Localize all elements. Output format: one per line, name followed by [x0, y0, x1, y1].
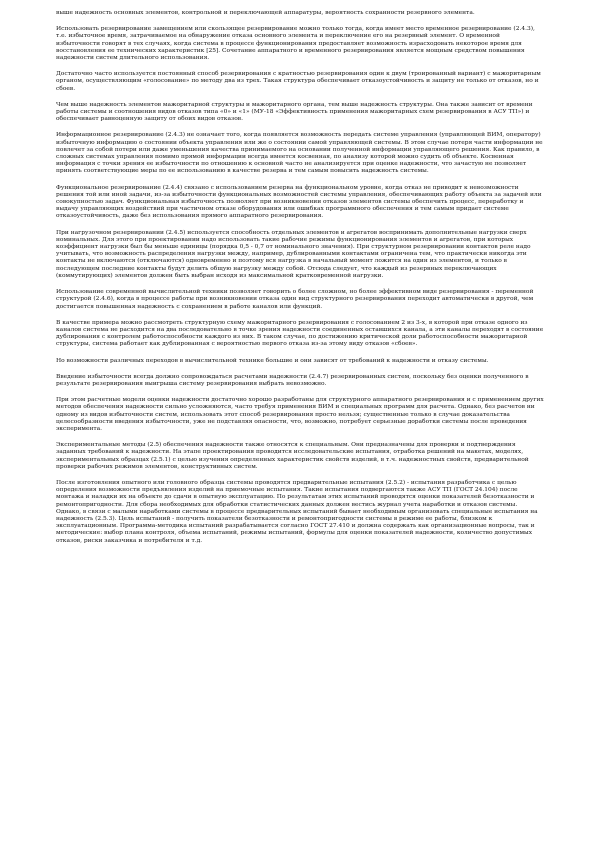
paragraph-14 — [56, 480, 544, 545]
paragraph-6 — [56, 185, 544, 221]
paragraph-4 — [56, 102, 544, 124]
paragraph-5 — [56, 132, 544, 175]
paragraph-13 — [56, 442, 544, 471]
paragraph-text: выше надежность основных элементов, контрольной и переключающей аппаратуры, вероятность сохранности резервного элемента. — [56, 10, 475, 16]
paragraph-12 — [56, 397, 544, 433]
paragraph-2 — [56, 26, 544, 62]
paragraph-3 — [56, 71, 544, 93]
paragraph-10 — [56, 358, 544, 365]
paragraph-text: Информационное резервирование (2.4.3) не означает того, когда появляется возможность передать системе управления (управляющей ВИМ, оператору) избыточную информацию о состоянии объекта управления или же о состоянии самой управляющей системы. В этом случае потеря части информации не повлечет за собой потери или даже уменьшения качества принимаемого на основании полученной информации управляющего решения. Как правило, в сложных системах управления помимо прямой информации всегда имеется косвенная, по анализу которой можно судить об объекте. Косвенная информация с точки зрения ее избыточности по отношению к основной часто не анализируется при оценке надежности, что зачастую не позволяет принять соответствующие меры по ее использованию в качестве резерва и тем самым повысить надежность системы. — [56, 132, 543, 175]
paragraph-text: При нагрузочном резервировании (2.4.5) используется способность отдельных элементов и агрегатов воспринимать дополнительные нагрузки сверх номинальных. Для этого при проектировании надо использовать такие рабочие режимы функционирования элементов и агрегатов, при которых коэффициент нагрузки был бы меньше единицы (порядка 0,5 - 0,7 от номинального значения). При структурном резервировании контактов реле надо учитывать, что возможность распределения нагрузки между, например, дублированными контактами ограничена тем, что практически никогда эти контакты не включаются (отключаются) одновременно и поэтому вся нагрузка в начальный момент ложится на один из элементов, и только в последующем последние контакты будут делить общую нагрузку между собой. Отсюда следует, что каждый из резервных переключающих (коммутирующих) элементов должен быть выбран исходя из максимальной кратковременной нагрузки. — [56, 229, 531, 279]
paragraph-text: В качестве примера можно рассмотреть структурную схему мажоритарного резервирования с голосованием 2 из 3-х, в которой при отказе одного из каналов система не расходится на два последовательно в точке зрения надежности соединенных оставшихся канала, а эти каналы переходят в состояние дублирования с контролем работоспособности каждого из них. В таком случае, по достижению критической доли работоспособности мажоритарной структуры, система работает как дублированная с вероятностью первого отказа из-за этому виду отказов «сбоев». — [56, 319, 544, 348]
paragraph-text: При этом расчетные модели оценки надежности достаточно хорошо разработаны для структурного аппаратного резервирования и с применением других методов обеспечения надежности сильно усложняются, часто требуя применения ВИМ и специальных программ для расчета. Однако, без расчетов ни одному из видов избыточности систем, использовать этот способ резервирования просто нельзя; существенные только в случае доказательства целесообразности введения избыточности, уже не подставляя опасности, что, возможно, потребует серьезные доработки системы после проведения эксперимента. — [56, 397, 544, 432]
paragraph-text: Чем выше надежность элементов мажоритарной структуры и мажоритарного органа, тем выше надежность структуры. Она также зависит от времени работы системы и соотношения видов отказов типа «0» и «1» (МУ-18 «Эффективность применения мажоритарных схем резервирования в АСУ ТП») и обеспечивает равноценную защиту от обоих видов отказов. — [56, 101, 533, 123]
document-page — [56, 10, 544, 554]
paragraph-8 — [56, 289, 544, 311]
paragraph-text: Введение избыточности всегда должно сопровождаться расчетами надежности (2.4.7) резервированных систем, поскольку без оценки полученного в результате резервирования выигрыша систему резервирования выбрать невозможно. — [56, 373, 529, 387]
paragraph-text: Использовать резервирование замещением или скользящее резервирование можно только тогда, когда имеет место временное резервирование (2.4.3), т.е. избыточное время, затрачиваемое на обнаружение отказа основного элемента и переключение его на резервный элемент. О временной избыточности говорят в тех случаях, когда система в процессе функционирования предоставляет возможность израсходовать некоторое время для восстановления ее технических характеристик [25]. Сочетание аппаратного и временного резервирования является мощным средством повышения надежности систем длительного использования. — [56, 26, 535, 62]
paragraph-text: После изготовления опытного или головного образца системы проводятся предварительные испытания (2.5.2) - испытания разработчика с целью определения возможности предъявления изделий на приемочные испытания. Такие испытания подвергаются также АСУ ТП (ГОСТ 24.104) после монтажа и наладки их на объекте до сдачи в опытную эксплуатацию. По результатам этих испытаний проводятся оценки показателей безотказности и ремонтопригодности. Для сбора необходимых для обработки статистических данных должен вестись журнал учета наработки и отказов системы. Однако, в связи с малыми наработками системы в процессе предварительных испытаний бывает необходимым организовать специальные испытания на надежность (2.5.3). Цель испытаний - получить показатели безотказности и ремонтопригодности системы в режиме ее работы, близком к эксплуатационным. Программа-методика испытаний разрабатывается согласно ГОСТ 27.410 и должна содержать как организационные вопросы, так и методические: выбор плана контроля, объема испытаний, режимы испытаний, формулы для оценки показателей надежности, количество допустимых отказов, риски заказчика и потребителя и т.д. — [56, 479, 538, 544]
paragraph-text: Функциональное резервирование (2.4.4) связано с использованием резерва на функциональном уровне, когда отказ не приводит к невозможности решения той или иной задачи, из-за избыточности функциональных возможностей системы управления, обеспечивающих работу объекта за задачей или совокупностью задач. Функциональная избыточность позволяет при возникновении отказов элементов системы обеспечить процесс, переработку и выдачу управляющих воздействий при частичном отказе оборудования или ошибках программного обеспечения и тем самым придает системе отказоустойчивость, даже без использования прямого аппаратного резервирования. — [56, 184, 542, 220]
paragraph-text: Экспериментальные методы (2.5) обеспечения надежности также относятся к специальным. Они предназначены для проверки и подтверждения заданных требований к надежности. На этапе проектирования проводится исследовательские испытания, отработка решений на макетах, моделях, экспериментальных образцах (2.5.1) с целью изучения определенных характеристик свойств изделий, в т.ч. надежностных свойств, предварительной проверки рабочих режимов элементов, конструктивных систем. — [56, 442, 529, 470]
paragraph-text: Но возможности различных переходов в вычислительной технике большие и они зависят от требований к надежности и отказу системы. — [56, 357, 489, 364]
paragraph-7 — [56, 230, 544, 280]
paragraph-11 — [56, 374, 544, 388]
paragraph-9 — [56, 320, 544, 349]
paragraph-text: Достаточно часто используется постоянный способ резервирования с кратностью резервирования один к двум (троированный вариант) с мажоритарным органом, осуществляющим «голосование» по методу два из трех. Такая структура обеспечивает отказоустойчивость и защиту не только от отказов, но и сбоев. — [56, 71, 541, 92]
paragraph-1 — [56, 10, 544, 17]
paragraph-text: Использование современной вычислительной техники позволяет говорить о более сложном, но более эффективном виде резервирования - переменной структурой (2.4.6), когда в процессе работы при возникновении отказа один вид структурного резервирования переходит автоматически в другой, чем достигается повышенная надежность с сохранением в работе каналов или функций. — [56, 289, 534, 310]
